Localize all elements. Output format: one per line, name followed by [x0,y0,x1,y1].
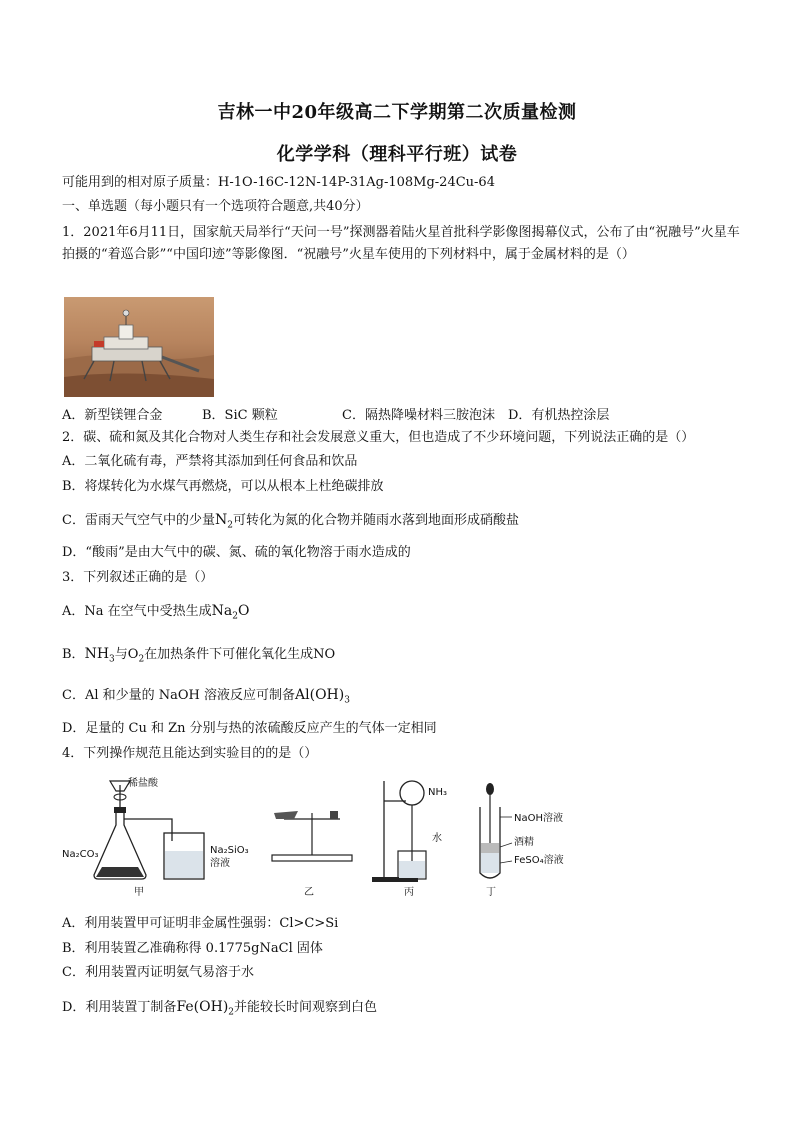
apparatus-jia [62,776,249,898]
q3-b-subscript1: 3 [109,654,115,665]
q4-option-b: B．利用装置乙准确称得 0.1775gNaCl 固体 [62,941,323,956]
lab-apparatus-figure [62,773,582,903]
label-water: 水 [432,833,442,844]
label-solution: 溶液 [210,858,230,869]
section-heading: 一、单选题（每小题只有一个选项符合题意,共40分） [62,199,369,214]
q3-b-mid: 与O [114,647,139,662]
question-3-stem: 3．下列叙述正确的是（） [62,570,214,585]
question-1-stem: 1．2021年6月11日，国家航天局举行“天问一号”探测器着陆火星首批科学影像图揭幕仪式，公布了由“祝融号”火星车拍摄的“着巡合影”“中国印迹”等影像图．“祝融号”火星车使用的下列材料中，属于金属材料的是（） [62,225,740,262]
apparatus-ding [480,783,564,898]
q3-a-text: A．Na 在空气中受热生成 [62,604,212,619]
q1-option-c: C．隔热降噪材料三胺泡沫 [342,408,495,423]
label-naoh: NaOH溶液 [514,813,563,824]
q2-c-subscript: 2 [227,520,233,531]
q2-c-text: C．雷雨天气空气中的少量 [62,513,215,528]
label-ding: 丁 [486,887,496,898]
q2-c-text-end: 可转化为氮的化合物并随雨水落到地面形成硝酸盐 [232,513,519,528]
q4-d-text: D．利用装置丁制备 [62,1000,177,1015]
q4-option-c: C．利用装置丙证明氨气易溶于水 [62,965,254,980]
q4-d-text-end: 并能较长时间观察到白色 [234,1000,378,1015]
apparatus-bing [372,781,447,898]
label-hcl: 稀盐酸 [128,778,158,789]
q3-option-d: D．足量的 Cu 和 Zn 分别与热的浓硫酸反应产生的气体一定相同 [62,721,437,736]
label-feso4: FeSO₄溶液 [514,855,564,866]
q3-b-text-end: 在加热条件下可催化氧化生成NO [144,647,336,662]
q3-b-label: B． [62,647,85,662]
q3-option-a [62,603,742,625]
q3-a-formula-end: O [238,603,250,619]
q3-c-text: C．Al 和少量的 NaOH 溶液反应可制备 [62,688,296,703]
question-2-stem: 2．碳、硫和氮及其化合物对人类生存和社会发展意义重大，但也造成了不少环境问题，下列说法正确的是（） [62,430,695,445]
q2-option-c [62,512,742,534]
label-jia: 甲 [134,887,144,898]
q4-option-d [62,999,742,1021]
q2-option-b: B．将煤转化为水煤气再燃烧，可以从根本上杜绝碳排放 [62,479,384,494]
q1-option-a: A．新型镁锂合金 [62,408,163,423]
q2-option-a: A．二氧化硫有毒，严禁将其添加到任何食品和饮品 [62,454,358,469]
label-alcohol: 酒精 [514,837,534,848]
q2-c-formula: N [214,512,228,528]
label-na2sio3: Na₂SiO₃ [210,845,249,856]
q3-option-b [62,646,742,668]
q1-option-b: B．SiC 颗粒 [202,408,278,423]
apparatus-yi [272,811,352,898]
q4-d-formula: Fe(OH) [176,999,229,1015]
q3-option-c [62,687,742,709]
label-yi: 乙 [304,887,314,898]
q4-option-a: A．利用装置甲可证明非金属性强弱：Cl>C>Si [62,916,339,931]
exam-subtitle: 化学学科（理科平行班）试卷 [276,144,518,165]
q3-a-formula: Na [211,603,233,619]
label-na2co3: Na₂CO₃ [62,849,99,860]
label-bing: 丙 [404,887,414,898]
q4-d-subscript: 2 [228,1007,235,1018]
q3-b-formula: NH [84,646,110,662]
exam-title: 吉林一中20年级高二下学期第二次质量检测 [217,102,577,123]
q3-a-subscript: 2 [232,611,238,622]
q3-b-subscript2: 2 [138,654,145,665]
q2-option-d: D．“酸雨”是由大气中的碳、氮、硫的氧化物溶于雨水造成的 [62,545,411,560]
question-4-stem: 4．下列操作规范且能达到实验目的的是（） [62,746,318,761]
q3-c-subscript: 3 [344,695,350,706]
atomic-masses: 可能用到的相对原子质量：H-1O-16C-12N-14P-31Ag-108Mg-24Cu-64 [62,175,495,190]
label-nh3: NH₃ [428,787,448,798]
q3-c-formula: Al(OH) [295,687,345,703]
q1-option-d: D．有机热控涂层 [508,408,610,423]
mars-rover-photo [64,297,214,397]
